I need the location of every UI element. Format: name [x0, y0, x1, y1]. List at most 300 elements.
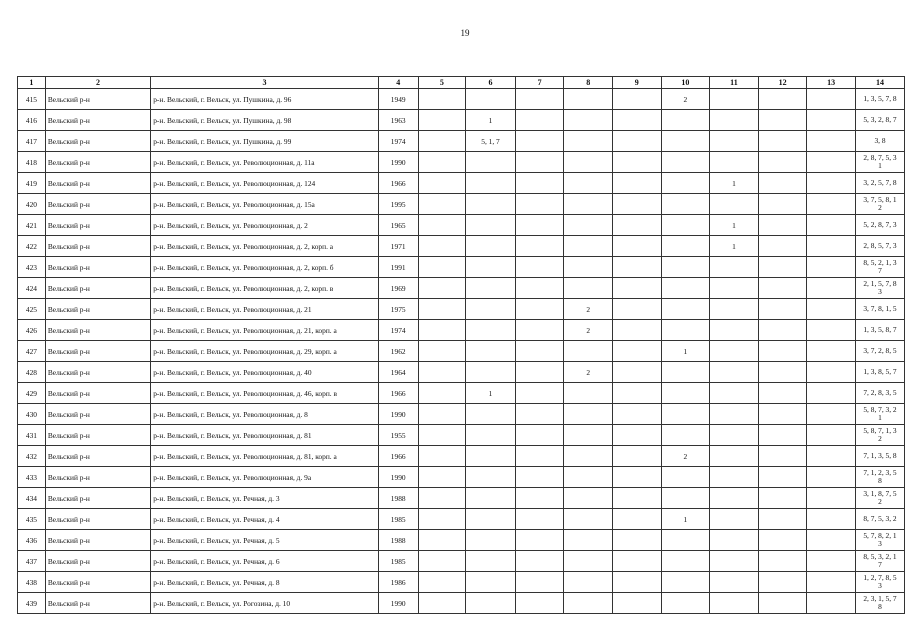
- column-header: 12: [758, 77, 807, 89]
- table-cell: 1, 2, 7, 8, 5 3: [855, 572, 904, 593]
- table-cell: 8, 5, 2, 1, 3 7: [855, 257, 904, 278]
- table-cell: р-н. Вельский, г. Вельск, ул. Революционная, д. 81: [151, 425, 379, 446]
- table-cell: [710, 425, 759, 446]
- table-cell: Вельский р-н: [45, 425, 150, 446]
- table-cell: [418, 89, 466, 110]
- table-cell: 3, 7, 8, 1, 5: [855, 299, 904, 320]
- table-cell: [466, 551, 516, 572]
- table-cell: [564, 173, 613, 194]
- table-cell: [418, 110, 466, 131]
- table-cell: [466, 572, 516, 593]
- table-cell: 431: [18, 425, 46, 446]
- table-cell: [612, 110, 661, 131]
- table-cell: [807, 89, 856, 110]
- table-cell: 1986: [378, 572, 418, 593]
- table-row: [18, 593, 905, 614]
- table-row: [18, 425, 905, 446]
- table-cell: [710, 509, 759, 530]
- table-cell: [758, 383, 807, 404]
- table-cell: 417: [18, 131, 46, 152]
- table-cell: [418, 383, 466, 404]
- table-cell: 436: [18, 530, 46, 551]
- table-cell: р-н. Вельский, г. Вельск, ул. Революционная, д. 2, корп. в: [151, 278, 379, 299]
- table-cell: 415: [18, 89, 46, 110]
- table-cell: [564, 215, 613, 236]
- table-cell: р-н. Вельский, г. Вельск, ул. Революционная, д. 21: [151, 299, 379, 320]
- table-cell: [515, 488, 564, 509]
- table-cell: Вельский р-н: [45, 320, 150, 341]
- table-cell: 1, 3, 8, 5, 7: [855, 362, 904, 383]
- table-row: [18, 152, 905, 173]
- table-cell: 1969: [378, 278, 418, 299]
- table-cell: [612, 257, 661, 278]
- table-cell: р-н. Вельский, г. Вельск, ул. Революционная, д. 8: [151, 404, 379, 425]
- table-cell: [612, 215, 661, 236]
- table-cell: [612, 593, 661, 614]
- table-cell: [710, 383, 759, 404]
- table-cell: [710, 110, 759, 131]
- table-cell: 1: [661, 341, 710, 362]
- table-cell: [515, 446, 564, 467]
- table-cell: 1: [710, 236, 759, 257]
- table-header-row: [18, 77, 905, 89]
- table-cell: Вельский р-н: [45, 173, 150, 194]
- table-cell: 1963: [378, 110, 418, 131]
- table-cell: р-н. Вельский, г. Вельск, ул. Пушкина, д. 99: [151, 131, 379, 152]
- table-cell: [466, 299, 516, 320]
- table-cell: [710, 593, 759, 614]
- table-cell: Вельский р-н: [45, 572, 150, 593]
- table-cell: [807, 215, 856, 236]
- table-cell: 1990: [378, 467, 418, 488]
- table-cell: [710, 89, 759, 110]
- table-cell: 7, 2, 8, 3, 5: [855, 383, 904, 404]
- table-cell: [807, 425, 856, 446]
- table-cell: 1995: [378, 194, 418, 215]
- table-cell: [466, 446, 516, 467]
- table-cell: р-н. Вельский, г. Вельск, ул. Речная, д. 3: [151, 488, 379, 509]
- table-cell: 1: [710, 173, 759, 194]
- table-cell: [807, 404, 856, 425]
- table-cell: [661, 131, 710, 152]
- table-cell: Вельский р-н: [45, 341, 150, 362]
- table-cell: [807, 320, 856, 341]
- table-cell: [466, 278, 516, 299]
- table-row: [18, 89, 905, 110]
- table-cell: [466, 152, 516, 173]
- table-cell: Вельский р-н: [45, 110, 150, 131]
- table-cell: [710, 404, 759, 425]
- table-cell: [807, 488, 856, 509]
- table-cell: [661, 257, 710, 278]
- table-cell: [418, 488, 466, 509]
- table-cell: р-н. Вельский, г. Вельск, ул. Пушкина, д. 96: [151, 89, 379, 110]
- table-cell: [710, 299, 759, 320]
- table-cell: 1991: [378, 257, 418, 278]
- table-cell: [466, 404, 516, 425]
- table-cell: [661, 404, 710, 425]
- table-cell: [564, 467, 613, 488]
- table-cell: [466, 89, 516, 110]
- table-cell: 1988: [378, 530, 418, 551]
- table-cell: [418, 215, 466, 236]
- table-row: [18, 215, 905, 236]
- table-cell: [515, 383, 564, 404]
- table-cell: 5, 1, 7: [466, 131, 516, 152]
- table-row: [18, 509, 905, 530]
- table-cell: 416: [18, 110, 46, 131]
- table-cell: р-н. Вельский, г. Вельск, ул. Революционная, д. 81, корп. а: [151, 446, 379, 467]
- table-cell: 8, 7, 5, 3, 2: [855, 509, 904, 530]
- table-cell: 435: [18, 509, 46, 530]
- table-cell: [418, 299, 466, 320]
- table-cell: [418, 236, 466, 257]
- table-cell: 1: [661, 509, 710, 530]
- table-cell: 7, 1, 2, 3, 5 8: [855, 467, 904, 488]
- table-cell: [807, 551, 856, 572]
- table-cell: [466, 173, 516, 194]
- table-cell: р-н. Вельский, г. Вельск, ул. Рогозина, д. 10: [151, 593, 379, 614]
- table-cell: [758, 236, 807, 257]
- column-header: 1: [18, 77, 46, 89]
- table-cell: 1988: [378, 488, 418, 509]
- column-header: 11: [710, 77, 759, 89]
- table-cell: р-н. Вельский, г. Вельск, ул. Революционная, д. 2: [151, 215, 379, 236]
- column-header: 9: [612, 77, 661, 89]
- table-cell: [758, 278, 807, 299]
- table-cell: [758, 593, 807, 614]
- table-cell: [466, 530, 516, 551]
- table-cell: р-н. Вельский, г. Вельск, ул. Революционная, д. 29, корп. а: [151, 341, 379, 362]
- table-cell: [758, 215, 807, 236]
- table-cell: [418, 173, 466, 194]
- table-cell: 1, 3, 5, 8, 7: [855, 320, 904, 341]
- table-row: [18, 341, 905, 362]
- page-number: 19: [460, 28, 470, 38]
- table-cell: р-н. Вельский, г. Вельск, ул. Пушкина, д. 98: [151, 110, 379, 131]
- table-cell: 2, 8, 7, 5, 3 1: [855, 152, 904, 173]
- table-cell: 1974: [378, 320, 418, 341]
- column-header: 2: [45, 77, 150, 89]
- table-cell: [661, 530, 710, 551]
- table-cell: [466, 467, 516, 488]
- table-cell: [564, 425, 613, 446]
- table-row: [18, 278, 905, 299]
- table-cell: [807, 236, 856, 257]
- table-cell: [515, 572, 564, 593]
- table-cell: 7, 1, 3, 5, 8: [855, 446, 904, 467]
- table-cell: [710, 362, 759, 383]
- table-cell: 2, 3, 1, 5, 7 8: [855, 593, 904, 614]
- table-cell: 423: [18, 257, 46, 278]
- table-row: [18, 488, 905, 509]
- table-cell: [661, 362, 710, 383]
- table-cell: [564, 257, 613, 278]
- table-cell: [612, 320, 661, 341]
- table-row: [18, 467, 905, 488]
- table-cell: 3, 7, 2, 8, 5: [855, 341, 904, 362]
- table-cell: [564, 236, 613, 257]
- table-cell: 5, 7, 8, 2, 1 3: [855, 530, 904, 551]
- table-cell: [564, 131, 613, 152]
- table-cell: [418, 320, 466, 341]
- table-cell: 1971: [378, 236, 418, 257]
- table-cell: 432: [18, 446, 46, 467]
- table-cell: 429: [18, 383, 46, 404]
- table-cell: Вельский р-н: [45, 215, 150, 236]
- table-row: [18, 236, 905, 257]
- table-cell: [710, 530, 759, 551]
- table-cell: [418, 257, 466, 278]
- table-cell: 2: [564, 362, 613, 383]
- table-cell: [564, 194, 613, 215]
- table-cell: [564, 278, 613, 299]
- table-cell: [418, 572, 466, 593]
- table-cell: [418, 446, 466, 467]
- table-cell: 422: [18, 236, 46, 257]
- table-cell: [418, 278, 466, 299]
- table-cell: 439: [18, 593, 46, 614]
- table-cell: 421: [18, 215, 46, 236]
- table-cell: [758, 488, 807, 509]
- table-cell: [807, 383, 856, 404]
- table-cell: [515, 509, 564, 530]
- table-cell: Вельский р-н: [45, 530, 150, 551]
- table-cell: [612, 194, 661, 215]
- table-cell: [418, 509, 466, 530]
- table-cell: [515, 530, 564, 551]
- table-cell: Вельский р-н: [45, 299, 150, 320]
- table-cell: 1990: [378, 152, 418, 173]
- register-table: [17, 76, 905, 614]
- table-cell: [710, 467, 759, 488]
- table-row: [18, 404, 905, 425]
- table-cell: [515, 173, 564, 194]
- table-cell: 5, 8, 7, 3, 2 1: [855, 404, 904, 425]
- table-row: [18, 320, 905, 341]
- table-cell: р-н. Вельский, г. Вельск, ул. Речная, д. 4: [151, 509, 379, 530]
- table-cell: 1966: [378, 383, 418, 404]
- table-cell: 420: [18, 194, 46, 215]
- table-cell: Вельский р-н: [45, 551, 150, 572]
- table-cell: 1962: [378, 341, 418, 362]
- table-row: [18, 194, 905, 215]
- table-cell: [612, 488, 661, 509]
- table-cell: [612, 362, 661, 383]
- table-cell: [612, 278, 661, 299]
- table-cell: [807, 110, 856, 131]
- table-cell: [612, 341, 661, 362]
- table-cell: [710, 194, 759, 215]
- table-cell: 1, 3, 5, 7, 8: [855, 89, 904, 110]
- table-cell: [564, 572, 613, 593]
- table-cell: 2, 1, 5, 7, 8 3: [855, 278, 904, 299]
- table-cell: [564, 404, 613, 425]
- table-cell: [710, 572, 759, 593]
- column-header: 8: [564, 77, 613, 89]
- table-cell: 3, 1, 8, 7, 5 2: [855, 488, 904, 509]
- table-cell: [661, 593, 710, 614]
- table-cell: [418, 341, 466, 362]
- table-cell: р-н. Вельский, г. Вельск, ул. Революционная, д. 2, корп. б: [151, 257, 379, 278]
- table-cell: [661, 278, 710, 299]
- table-cell: 2: [661, 446, 710, 467]
- table-cell: р-н. Вельский, г. Вельск, ул. Революционная, д. 21, корп. а: [151, 320, 379, 341]
- table-cell: [466, 257, 516, 278]
- table-cell: 438: [18, 572, 46, 593]
- table-cell: р-н. Вельский, г. Вельск, ул. Речная, д. 5: [151, 530, 379, 551]
- table-cell: [758, 425, 807, 446]
- table-cell: [661, 467, 710, 488]
- table-cell: [807, 593, 856, 614]
- table-cell: Вельский р-н: [45, 278, 150, 299]
- table-cell: [418, 551, 466, 572]
- table-cell: [564, 341, 613, 362]
- table-cell: 2, 8, 5, 7, 3: [855, 236, 904, 257]
- table-row: [18, 173, 905, 194]
- table-cell: [466, 320, 516, 341]
- table-cell: [515, 362, 564, 383]
- table-cell: р-н. Вельский, г. Вельск, ул. Революционная, д. 2, корп. а: [151, 236, 379, 257]
- table-cell: 5, 8, 7, 1, 3 2: [855, 425, 904, 446]
- column-header: 6: [466, 77, 516, 89]
- table-cell: [612, 383, 661, 404]
- table-cell: [466, 341, 516, 362]
- table-cell: 1990: [378, 593, 418, 614]
- table-cell: Вельский р-н: [45, 236, 150, 257]
- table-cell: [710, 320, 759, 341]
- table-cell: [418, 152, 466, 173]
- table-cell: [612, 425, 661, 446]
- table-row: [18, 110, 905, 131]
- table-cell: 3, 7, 5, 8, 1 2: [855, 194, 904, 215]
- table-cell: р-н. Вельский, г. Вельск, ул. Революционная, д. 11а: [151, 152, 379, 173]
- table-cell: [612, 572, 661, 593]
- table-cell: [758, 404, 807, 425]
- table-cell: Вельский р-н: [45, 257, 150, 278]
- table-cell: [466, 425, 516, 446]
- table-cell: 1990: [378, 404, 418, 425]
- table-cell: Вельский р-н: [45, 131, 150, 152]
- table-cell: Вельский р-н: [45, 194, 150, 215]
- column-header: 4: [378, 77, 418, 89]
- table-cell: [807, 257, 856, 278]
- table-cell: [807, 572, 856, 593]
- table-cell: [418, 467, 466, 488]
- table-cell: Вельский р-н: [45, 89, 150, 110]
- table-cell: 433: [18, 467, 46, 488]
- table-cell: [807, 446, 856, 467]
- table-row: [18, 446, 905, 467]
- table-cell: Вельский р-н: [45, 488, 150, 509]
- table-cell: 1975: [378, 299, 418, 320]
- table-cell: [418, 362, 466, 383]
- table-cell: [515, 215, 564, 236]
- table-cell: [466, 215, 516, 236]
- table-cell: [612, 530, 661, 551]
- table-cell: [612, 89, 661, 110]
- table-cell: [807, 467, 856, 488]
- table-cell: [807, 341, 856, 362]
- table-cell: 1: [466, 383, 516, 404]
- table-cell: 3, 8: [855, 131, 904, 152]
- table-cell: 419: [18, 173, 46, 194]
- table-cell: Вельский р-н: [45, 362, 150, 383]
- table-cell: [710, 257, 759, 278]
- table-cell: 8, 5, 3, 2, 1 7: [855, 551, 904, 572]
- table-cell: [758, 152, 807, 173]
- table-cell: 2: [661, 89, 710, 110]
- table-cell: 1966: [378, 446, 418, 467]
- table-row: [18, 299, 905, 320]
- table-cell: [564, 89, 613, 110]
- table-cell: [710, 551, 759, 572]
- table-cell: [807, 278, 856, 299]
- table-cell: [418, 425, 466, 446]
- table-row: [18, 551, 905, 572]
- table-cell: [661, 194, 710, 215]
- table-cell: [564, 509, 613, 530]
- table-cell: [661, 299, 710, 320]
- table-cell: [612, 509, 661, 530]
- table-cell: 1: [466, 110, 516, 131]
- table-cell: 1955: [378, 425, 418, 446]
- table-cell: [612, 404, 661, 425]
- table-cell: р-н. Вельский, г. Вельск, ул. Революционная, д. 124: [151, 173, 379, 194]
- table-cell: [710, 488, 759, 509]
- table-cell: [466, 509, 516, 530]
- table-cell: [661, 110, 710, 131]
- table-cell: [515, 110, 564, 131]
- table-cell: Вельский р-н: [45, 593, 150, 614]
- table-cell: 3, 2, 5, 7, 8: [855, 173, 904, 194]
- table-cell: [564, 152, 613, 173]
- table-cell: 1949: [378, 89, 418, 110]
- table-cell: [758, 530, 807, 551]
- table-cell: Вельский р-н: [45, 152, 150, 173]
- table-cell: [612, 551, 661, 572]
- table-cell: [661, 572, 710, 593]
- table-cell: [515, 89, 564, 110]
- table-cell: [661, 551, 710, 572]
- column-header: 13: [807, 77, 856, 89]
- table-cell: [515, 467, 564, 488]
- table-cell: [564, 551, 613, 572]
- table-row: [18, 131, 905, 152]
- table-cell: [612, 173, 661, 194]
- table-cell: [661, 320, 710, 341]
- table-cell: 430: [18, 404, 46, 425]
- table-cell: [466, 236, 516, 257]
- table-cell: [758, 110, 807, 131]
- table-cell: [612, 299, 661, 320]
- table-cell: [564, 446, 613, 467]
- table-cell: [612, 236, 661, 257]
- table-cell: [466, 362, 516, 383]
- table-cell: [758, 467, 807, 488]
- table-cell: [515, 194, 564, 215]
- table-cell: Вельский р-н: [45, 509, 150, 530]
- table-cell: [515, 257, 564, 278]
- table-cell: [710, 131, 759, 152]
- table-cell: [758, 131, 807, 152]
- table-cell: [466, 593, 516, 614]
- table-cell: [758, 551, 807, 572]
- table-cell: [515, 152, 564, 173]
- table-cell: [758, 509, 807, 530]
- table-cell: [612, 152, 661, 173]
- table-cell: 437: [18, 551, 46, 572]
